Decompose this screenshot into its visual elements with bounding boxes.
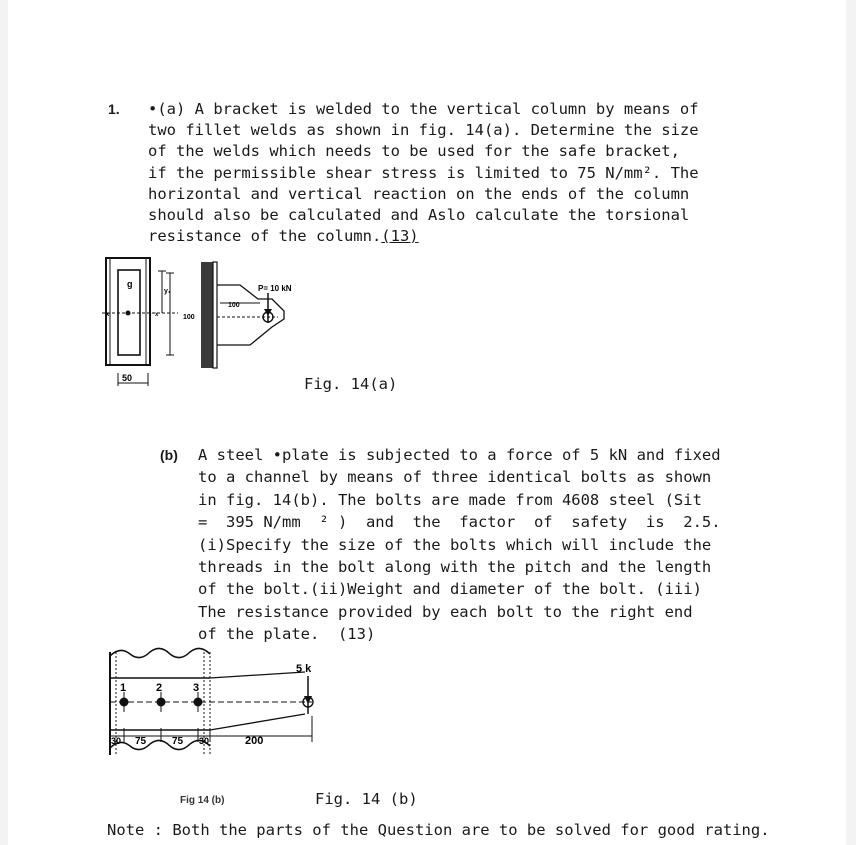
part-a-line-3: of the welds which needs to be used for the safe bracket, [148, 142, 680, 161]
figure-14b-caption: Fig. 14 (b) [315, 790, 418, 808]
centroid-dot [126, 311, 131, 316]
part-a-line-1: •(a) A bracket is welded to the vertical column by means of [148, 100, 699, 118]
part-b-line-5: (i)Specify the size of the bolts which will include the [198, 535, 712, 554]
note-text: Note : Both the parts of the Question are to be solved for good rating. [107, 821, 770, 839]
part-a-line-5: horizontal and vertical reaction on the ends of the column [148, 184, 690, 203]
question-number: 1. [108, 101, 120, 117]
label-x-left: x [106, 312, 110, 318]
bracket-outline [217, 285, 284, 345]
wall-hatch [201, 262, 213, 368]
part-b-line-1: A steel •plate is subjected to a force of 5 kN and fixed [198, 446, 721, 464]
bolt-3-label: 3 [193, 682, 200, 694]
label-g: g [127, 279, 133, 289]
part-b-text [198, 444, 721, 646]
part-a-line-4: if the permissible shear stress is limited to 75 N/mm². The [148, 163, 699, 182]
part-a-text [148, 99, 699, 247]
label-dim-30b: 30 [199, 736, 210, 746]
figure-14b [100, 640, 330, 770]
plate-taper-bottom [210, 714, 305, 730]
figure-14a-caption: Fig. 14(a) [304, 375, 398, 393]
part-b-line-7: of the bolt.(ii)Weight and diameter of the bolt. (iii) [198, 580, 702, 599]
bolt-2-label: 2 [156, 682, 163, 694]
figure-14a [100, 255, 330, 390]
label-dim-50: 50 [122, 373, 133, 383]
part-a-line-7 [148, 226, 699, 247]
label-dim-30a: 30 [111, 736, 122, 746]
label-dim-100-vertical: 100 [183, 314, 195, 321]
label-force-b: 5 k [296, 663, 312, 675]
label-x-right: x [155, 312, 159, 318]
part-b-line-2: to a channel by means of three identical bolts as shown [198, 468, 712, 487]
column-face [213, 262, 217, 368]
channel-break-bottom [110, 740, 210, 749]
label-dim-200: 200 [245, 735, 264, 747]
part-b-line-4: = 395 N/mm ² ) and the factor of safety is 2.5. [198, 513, 721, 532]
part-b-line-9: of the plate. (13) [198, 625, 376, 644]
part-a-marks: (13) [381, 227, 419, 246]
part-a-line-7-text: resistance of the column. [148, 227, 382, 246]
label-dim-100-horizontal: 100 [228, 302, 240, 309]
part-a-line-2: two fillet welds as shown in fig. 14(a). Determine the size [148, 121, 699, 140]
label-force-a: P= 10 kN [258, 284, 292, 293]
channel-break-top [110, 648, 210, 657]
figure-14b-small-caption: Fig 14 (b) [180, 795, 225, 806]
bolt-1-label: 1 [120, 682, 127, 694]
label-dim-75a: 75 [135, 736, 147, 747]
plate-taper-top [210, 672, 305, 678]
part-a-line-6: should also be calculated and Aslo calculate the torsional [148, 206, 690, 225]
part-b-line-6: threads in the bolt along with the pitch and the length [198, 558, 712, 577]
part-b-line-8: The resistance provided by each bolt to the right end [198, 602, 693, 621]
part-b-line-3: in fig. 14(b). The bolts are made from 4608 steel (Sit [198, 490, 702, 509]
part-b-label: (b) [160, 447, 178, 463]
label-dim-75b: 75 [172, 736, 184, 747]
label-y1: y₁ [164, 288, 171, 295]
